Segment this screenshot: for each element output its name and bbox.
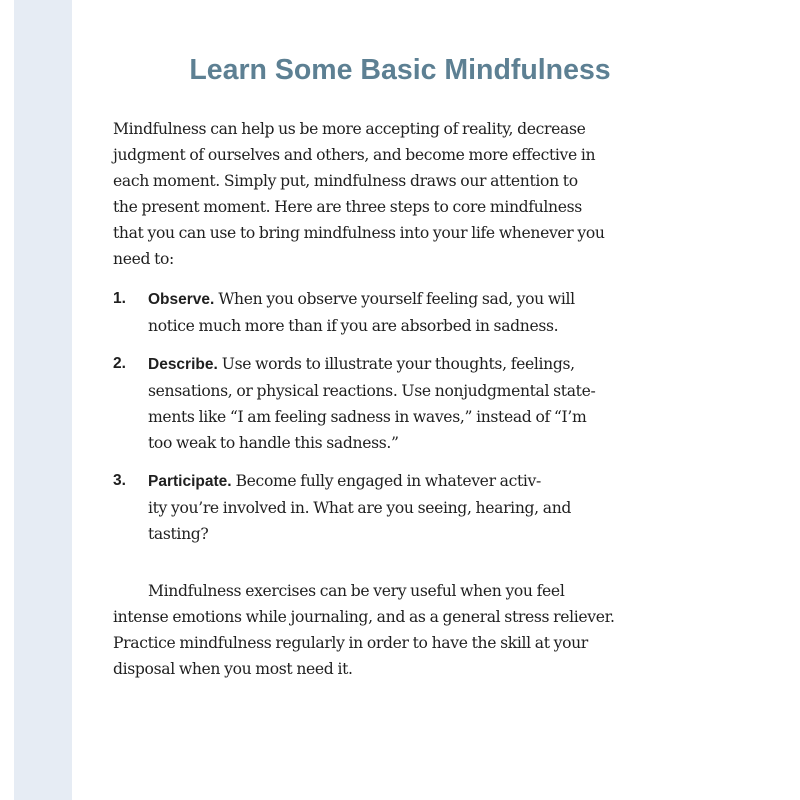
list-item	[113, 351, 713, 456]
step-term: Participate.	[148, 473, 232, 490]
closing-line: intense emotions while journaling, and as a general stress reliever.	[113, 608, 615, 626]
intro-line: that you can use to bring mindfulness into your life whenever you	[113, 224, 605, 242]
step-term: Observe.	[148, 291, 215, 308]
list-item	[113, 468, 713, 547]
steps-list	[113, 286, 713, 559]
closing-line: Mindfulness exercises can be very useful when you feel	[148, 582, 565, 600]
step-number: 2.	[113, 355, 126, 372]
closing-line: Practice mindfulness regularly in order to have the skill at your	[113, 634, 588, 652]
step-text-line: tasting?	[148, 525, 209, 543]
intro-line: the present moment. Here are three steps to core mindfulness	[113, 198, 582, 216]
step-number: 1.	[113, 290, 126, 307]
step-text-line: ity you’re involved in. What are you seeing, hearing, and	[148, 499, 572, 517]
side-band	[14, 0, 72, 800]
intro-line: each moment. Simply put, mindfulness draws our attention to	[113, 172, 578, 190]
intro-paragraph	[113, 116, 713, 272]
closing-line: disposal when you most need it.	[113, 660, 353, 678]
intro-line: judgment of ourselves and others, and become more effective in	[113, 146, 596, 164]
step-text-line: Become fully engaged in whatever activ-	[231, 472, 541, 490]
step-text-line: Use words to illustrate your thoughts, feelings,	[217, 355, 575, 373]
step-text-line: too weak to handle this sadness.”	[148, 434, 399, 452]
intro-line: need to:	[113, 250, 174, 268]
step-text-line: When you observe yourself feeling sad, you will	[214, 290, 575, 308]
page-title: Learn Some Basic Mindfulness	[189, 54, 611, 86]
step-text-line: sensations, or physical reactions. Use nonjudgmental state-	[148, 382, 596, 400]
closing-paragraph	[113, 578, 713, 682]
step-text-line: notice much more than if you are absorbed in sadness.	[148, 317, 559, 335]
intro-line: Mindfulness can help us be more accepting of reality, decrease	[113, 120, 586, 138]
step-text-line: ments like “I am feeling sadness in waves,” instead of “I’m	[148, 408, 587, 426]
list-item	[113, 286, 713, 339]
step-term: Describe.	[148, 356, 218, 373]
step-number: 3.	[113, 472, 126, 489]
